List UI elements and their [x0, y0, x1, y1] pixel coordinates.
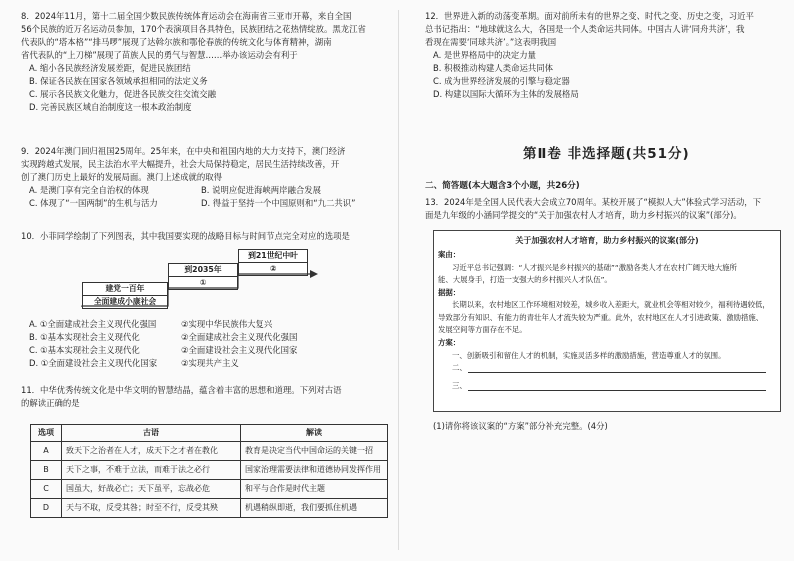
q12-option-c: C. 成为世界经济发展的引擎与稳定器	[433, 76, 570, 87]
table-header: 古语	[62, 425, 241, 442]
q8-line: 省代表队的“上刀梯”展现了苗族人民的勇气与智慧……举办该运动会有利于	[21, 50, 298, 61]
proposal-title: 关于加强农村人才培育，助力乡村振兴的议案(部分)	[515, 236, 699, 245]
q9-line: 实现跨越式发展，民主法治水平大幅提升，社会大局保持稳定，居民生活持续改善，开	[21, 159, 340, 170]
table-header-row	[31, 425, 388, 442]
q10-option-d1: D. ①全面建设社会主义现代化国家	[29, 358, 158, 368]
q9-line: 9．2024年澳门回归祖国25周年。25年来，在中央和祖国内地的大力支持下，澳门经济	[21, 146, 346, 156]
plan-label: 方案：	[438, 338, 461, 348]
section-subtitle: 二、简答题(本大题含3个小题，共26分)	[425, 181, 580, 191]
q9-option-b: B. 说明应促进海峡两岸融合发展	[201, 185, 321, 196]
q8-option-d: D. 完善民族区域自治制度这一根本政治制度	[29, 102, 192, 113]
reason-text: 能、大展身手，打造一支强大的乡村振兴人才队伍”。	[438, 275, 612, 285]
q9-option-a: A. 是澳门享有完全自治权的体现	[29, 185, 149, 196]
question-11	[21, 384, 397, 410]
table-cell: A	[31, 442, 62, 461]
q10-option-a1: A. ①全面建成社会主义现代化强国	[29, 319, 157, 329]
q10-option-c2: ②全面建设社会主义现代化国家	[181, 345, 298, 355]
question-8	[21, 10, 397, 114]
plan-item-blank	[438, 380, 774, 398]
q12-line: 看现在需要‘同球共济’。”这表明我国	[425, 37, 557, 48]
q8-line: 56个民族的近万名运动员参加，170个表演项目各具特色，民族团结之花热情绽放。黑龙江省	[21, 24, 366, 35]
timeline-box-2050-top: 到21世纪中叶	[238, 249, 308, 263]
question-9	[21, 145, 397, 210]
table-cell: 国虽大，好战必亡；天下虽平，忘战必危	[62, 480, 241, 499]
column-divider	[398, 10, 399, 550]
q10-option-b1: B. ①基本实现社会主义现代化	[29, 332, 140, 342]
table-row	[31, 480, 388, 499]
plan-item: 一、创新吸引和留住人才的机制，实施灵活多样的激励措施，营造尊重人才的氛围。	[452, 350, 726, 360]
q13-line: 13．2024年是全国人民代表大会成立70周年。某校开展了“模拟人大”体验式学习活动，下	[425, 197, 762, 207]
question-12	[425, 10, 794, 101]
table-cell: 教育是决定当代中国命运的关键一招	[241, 442, 388, 461]
q9-line: 创了澳门历史上最好的发展局面。澳门上述成就的取得	[21, 172, 222, 183]
q9-option-c: C. 体现了“一国两制”的生机与活力	[29, 198, 158, 209]
q12-line: 总书记指出：“地球就这么大，各国是一个人类命运共同体。中国古人讲‘同舟共济’，我	[425, 24, 745, 35]
table-header: 选项	[31, 425, 62, 442]
reason-label: 案由：	[438, 250, 461, 259]
q10-option-d2: ②实现共产主义	[181, 358, 239, 368]
question-10-stem	[21, 230, 397, 243]
table-header: 解读	[241, 425, 388, 442]
plan-item-label: 二、	[452, 363, 467, 373]
table-cell: D	[31, 499, 62, 518]
question-10-options	[21, 318, 397, 370]
table-cell: 和平与合作是时代主题	[241, 480, 388, 499]
table-row	[31, 499, 388, 518]
table-cell: 国家治理需要法律和道德协同发挥作用	[241, 461, 388, 480]
q13-line: 面是九年级的小涵同学提交的“关于加强农村人才培育，助力乡村振兴的议案”(部分)。	[425, 210, 742, 221]
reason-text: 习近平总书记强调：“人才振兴是乡村振兴的基础”“激励各类人才在农村广阔天地大施所	[452, 262, 737, 272]
q8-option-b: B. 保证各民族在国家各领域承担相同的法定义务	[29, 76, 208, 87]
question-13	[425, 196, 794, 222]
q11-line: 的解读正确的是	[21, 398, 80, 409]
proposal-box	[433, 230, 781, 412]
q8-line: 8．2024年11月，第十二届全国少数民族传统体育运动会在海南省三亚市开幕，来自全国	[21, 11, 352, 21]
q10-option-b2: ②全面建成社会主义现代化强国	[181, 332, 298, 342]
q10-option-c1: C. ①基本实现社会主义现代化	[29, 345, 140, 355]
q9-option-d: D. 得益于坚持一个中国原则和“九二共识”	[201, 198, 356, 209]
q13-subquestion: (1)请你将该议案的“方案”部分补充完整。(4分)	[433, 421, 608, 431]
q8-option-a: A. 缩小各民族经济发展差距，促进民族团结	[29, 63, 191, 74]
timeline-box-2035-top: 到2035年	[168, 263, 238, 277]
q12-option-d: D. 构建以国际大循环为主体的发展格局	[433, 89, 579, 100]
table-cell: 致天下之治者在人才，成天下之才者在教化	[62, 442, 241, 461]
q11-table	[30, 424, 388, 518]
timeline-box-centenary-bottom: 全面建成小康社会	[82, 295, 168, 309]
q10-option-a2: ②实现中华民族伟大复兴	[181, 319, 273, 329]
proposal-body	[438, 249, 774, 398]
section-title: 第Ⅱ卷 非选择题(共51分)	[523, 146, 690, 162]
q10-line: 10．小菲同学绘制了下列图表，其中我国要实现的战略目标与时间节点完全对应的选项是	[21, 231, 350, 241]
table-cell: B	[31, 461, 62, 480]
q12-option-b: B. 积极推动构建人类命运共同体	[433, 63, 553, 74]
table-cell: 天下之事，不难于立法，而难于法之必行	[62, 461, 241, 480]
timeline-box-2035-bottom: ①	[168, 276, 238, 290]
q12-option-a: A. 是世界格局中的决定力量	[433, 50, 537, 61]
plan-item-label: 三、	[452, 381, 467, 391]
timeline-steps	[80, 250, 330, 310]
timeline-box-2050-bottom: ②	[238, 262, 308, 276]
timeline-box-centenary-top: 建党一百年	[82, 282, 168, 296]
table-cell: C	[31, 480, 62, 499]
q11-line: 11．中华优秀传统文化是中华文明的智慧结晶，蕴含着丰富的思想和道理。下列对古语	[21, 385, 342, 395]
q8-line: 代表队的“塔本格”“排马啰”展现了达斡尔族和鄂伦春族的传统文化与体育精神，湖南	[21, 37, 332, 48]
plan-item-blank	[438, 362, 774, 380]
table-cell: 机遇稍纵即逝，我们要抓住机遇	[241, 499, 388, 518]
answer-line[interactable]	[468, 390, 766, 391]
basis-text: 导致部分有知识、有能力的青壮年人才流失较为严重。此外，农村地区在人才引进政策、激励措施、	[438, 312, 764, 322]
table-cell: 天与不取，反受其咎；时至不行，反受其殃	[62, 499, 241, 518]
table-row	[31, 442, 388, 461]
basis-text: 长期以来，农村地区工作环境相对较差，城乡收入差距大，就业机会等相对较少，福利待遇较低，	[452, 300, 770, 310]
basis-label: 据据：	[438, 287, 461, 297]
q8-option-c: C. 展示各民族文化魅力，促进各民族交往交流交融	[29, 89, 217, 100]
q12-line: 12．世界进入新的动荡变革期。面对前所未有的世界之变、时代之变、历史之变，习近平	[425, 11, 754, 21]
answer-line[interactable]	[468, 372, 766, 373]
table-row	[31, 461, 388, 480]
basis-text: 发展空间等方面存在不足。	[438, 325, 527, 335]
